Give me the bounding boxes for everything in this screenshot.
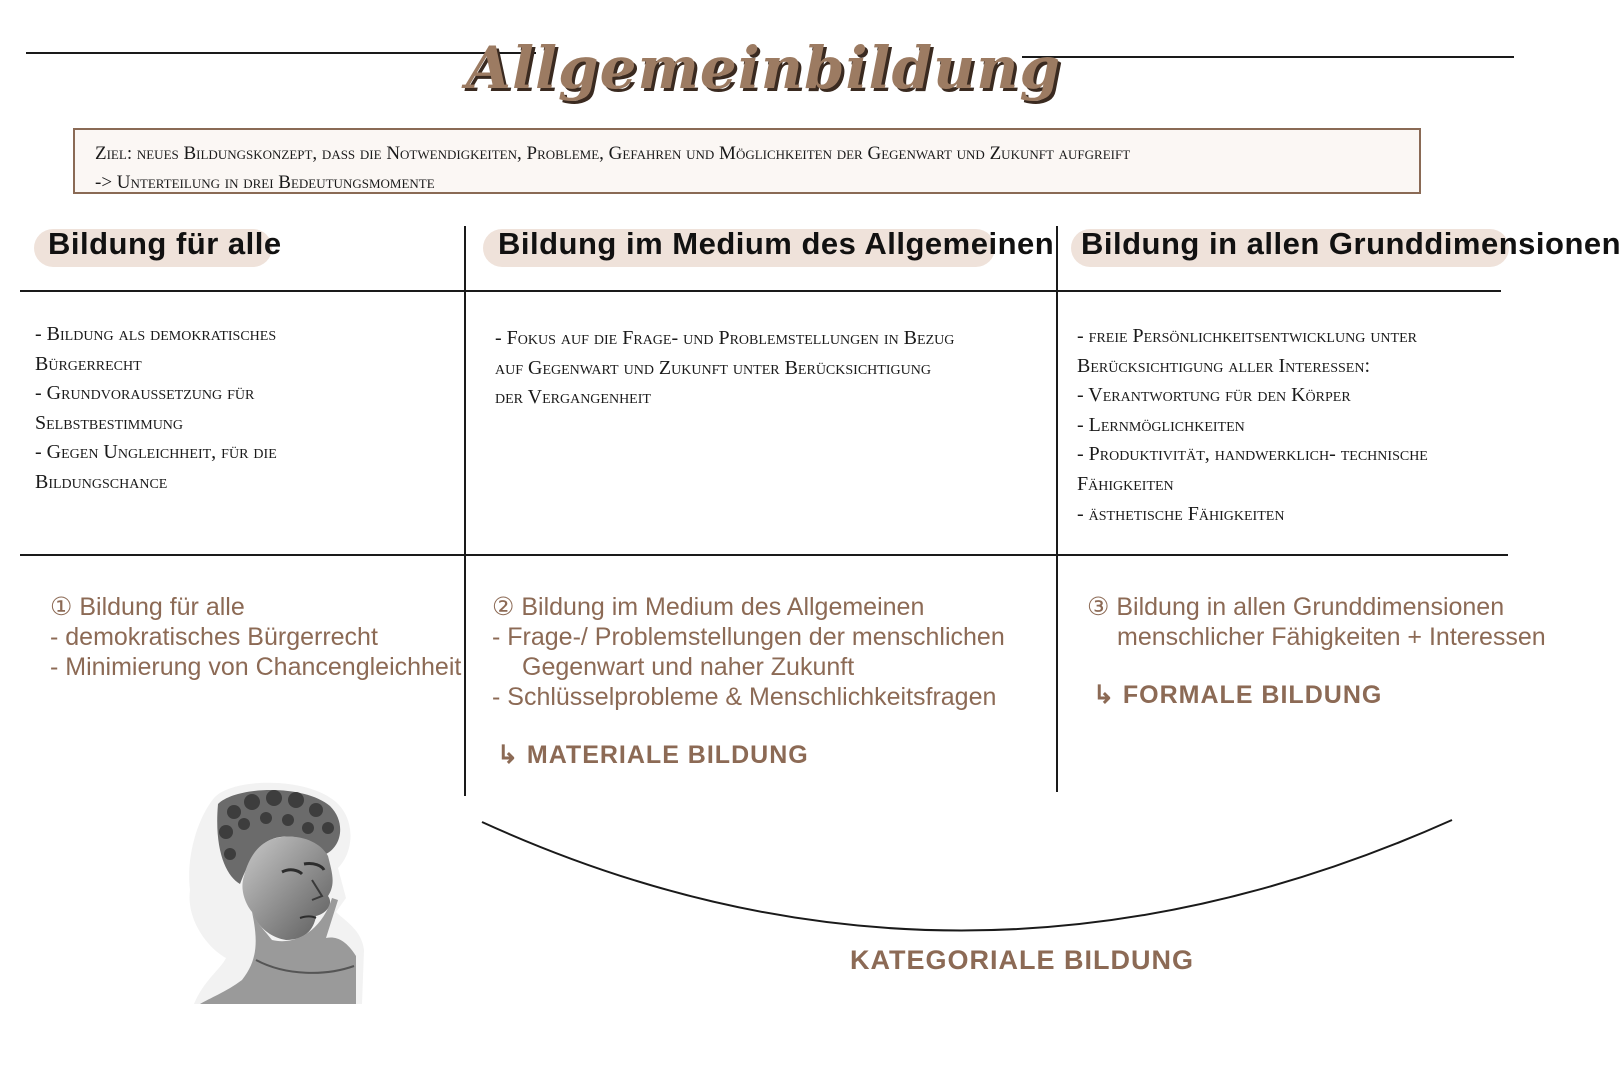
notes-heading: ③ Bildung in allen Grunddimensionen [1087, 593, 1505, 621]
list-item: - Grundvoraussetzung für [35, 382, 255, 405]
list-item: Fähigkeiten [1077, 472, 1174, 495]
formale-bildung-label: ↳ FORMALE BILDUNG [1093, 681, 1383, 709]
list-item: - freie Persönlichkeitsentwicklung unter [1077, 325, 1417, 347]
list-item: - Fokus auf die Frage- und Problemstellungen in Bezug [495, 327, 955, 349]
summary-curve [470, 810, 1470, 950]
notes-heading: ② Bildung im Medium des Allgemeinen [492, 593, 925, 621]
kategoriale-bildung-label: KATEGORIALE BILDUNG [850, 945, 1194, 975]
list-item: - ästhetische Fähigkeiten [1077, 502, 1285, 525]
list-item: Bürgerrecht [35, 352, 142, 375]
list-item: Selbstbestimmung [35, 411, 184, 434]
materiale-bildung-label: ↳ MATERIALE BILDUNG [497, 741, 809, 769]
list-item: auf Gegenwart und Zukunft unter Berücksichtigung [495, 356, 931, 379]
notes-line: - Schlüsselprobleme & Menschlichkeitsfragen [492, 683, 997, 711]
notes-line: - demokratisches Bürgerrecht [50, 623, 378, 651]
list-item: - Produktivität, handwerklich- technische [1077, 443, 1428, 466]
list-item: Berücksichtigung aller Interessen: [1077, 354, 1370, 377]
page-title: Allgemeinbildung [465, 34, 1062, 102]
list-item: - Gegen Ungleichheit, für die [35, 441, 277, 464]
header-divider [20, 290, 1501, 292]
list-item: - Verantwortung für den Körper [1077, 384, 1351, 407]
column-divider-2 [1056, 226, 1058, 792]
column-2-header: Bildung im Medium des Allgemeinen [498, 226, 1055, 261]
list-item: - Bildung als demokratisches [35, 323, 277, 345]
column-1-points [35, 320, 277, 498]
column-divider-1 [464, 226, 466, 796]
notes-line: Gegenwart und naher Zukunft [522, 653, 855, 681]
column-1-header: Bildung für alle [48, 226, 282, 261]
column-1-notes [50, 592, 461, 682]
notes-heading: ① Bildung für alle [50, 593, 245, 621]
goal-line-1: Ziel: neues Bildungskonzept, dass die Notwendigkeiten, Probleme, Gefahren und Möglichkeiten der Gegenwart und Zukunft aufgreift [95, 143, 1131, 164]
column-3-notes [1087, 592, 1546, 652]
notes-line: menschlicher Fähigkeiten + Interessen [1117, 623, 1546, 651]
notes-line: - Frage-/ Problemstellungen der menschlichen [492, 623, 1005, 651]
column-3-header: Bildung in allen Grunddimensionen [1081, 226, 1621, 261]
list-item: - Lernmöglichkeiten [1077, 413, 1245, 436]
goal-line-2: -> Unterteilung in drei Bedeutungsmomente [95, 172, 435, 193]
column-2-points [495, 324, 954, 413]
body-divider [20, 554, 1508, 556]
column-3-points [1077, 322, 1428, 529]
list-item: der Vergangenheit [495, 386, 651, 409]
goal-box [73, 128, 1421, 194]
list-item: Bildungschance [35, 470, 168, 493]
column-2-notes [492, 592, 1005, 712]
david-statue-image [186, 780, 364, 1006]
notes-line: - Minimierung von Chancengleichheit [50, 653, 462, 681]
